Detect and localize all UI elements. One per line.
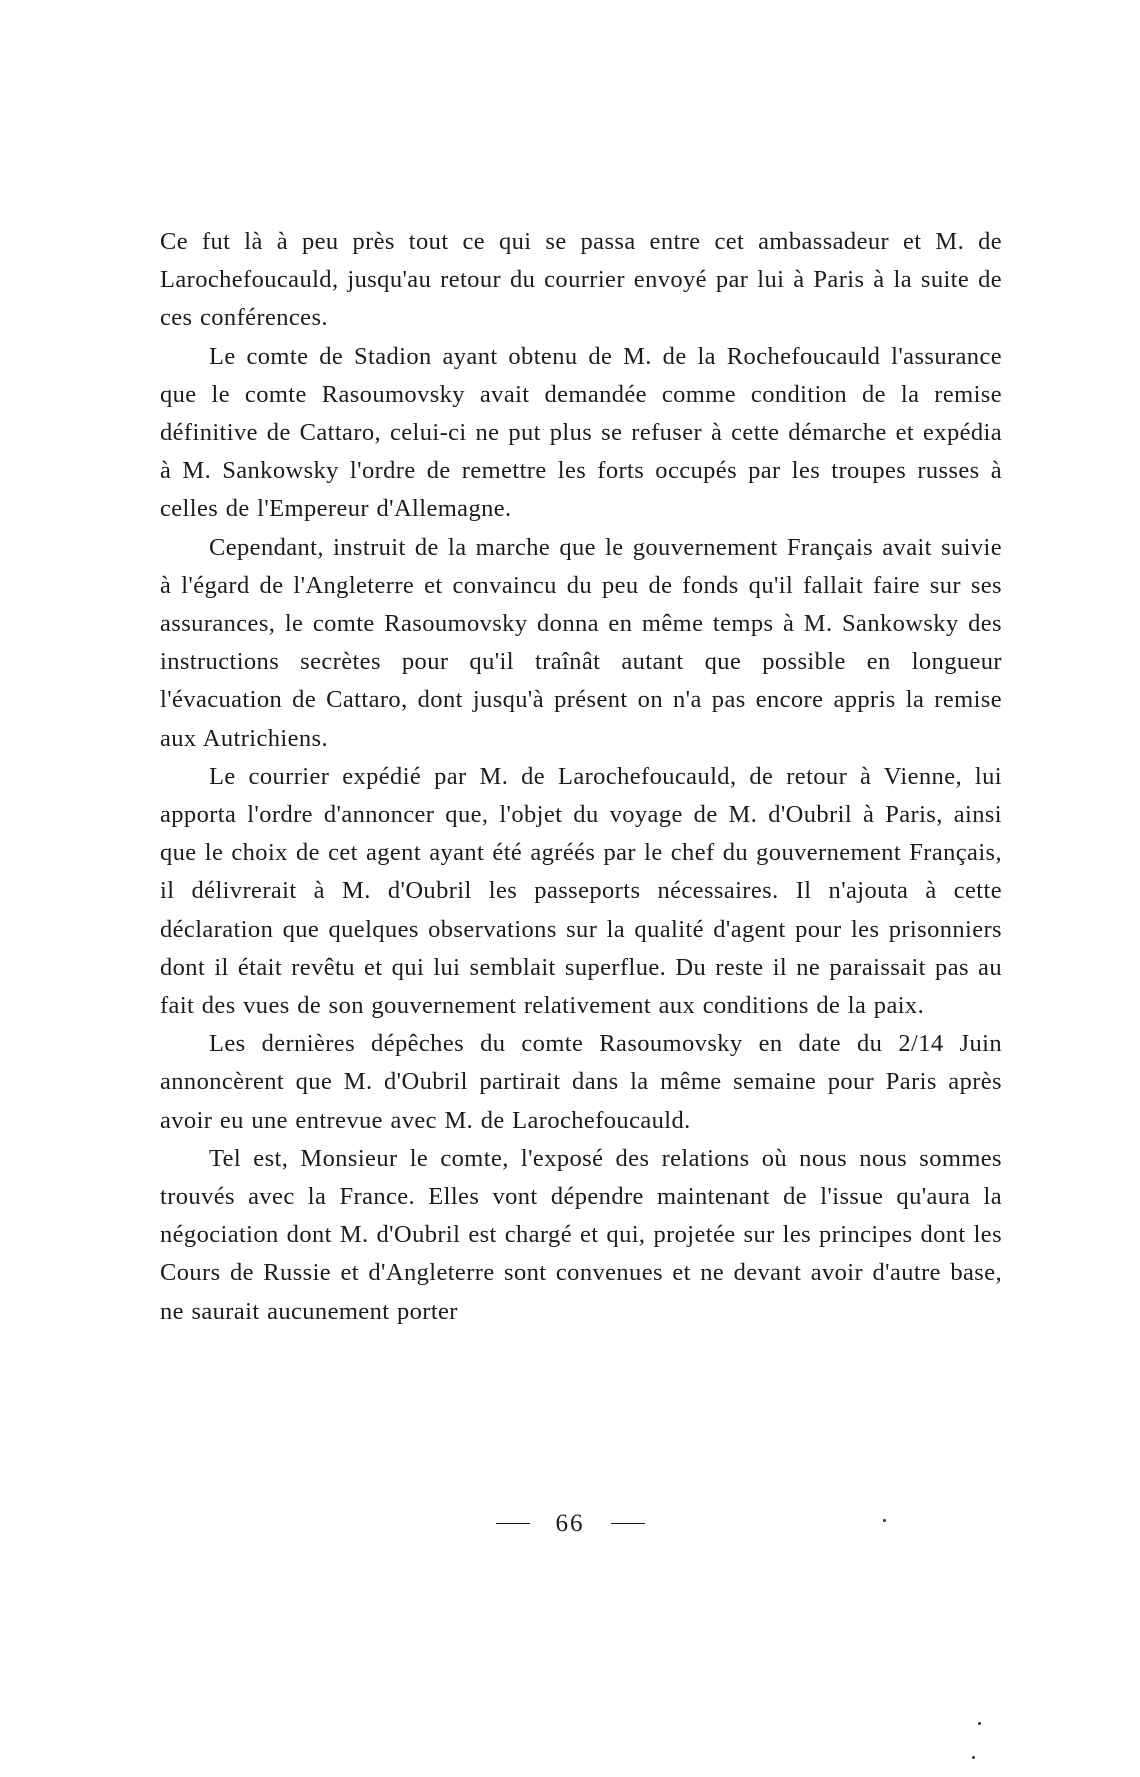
- paragraph-2: Le comte de Stadion ayant obtenu de M. de la Rochefoucauld l'assurance que le comte Rasoumovsky avait demandée comme condition de la remise définitive de Cattaro, celui-ci ne put plus se refuser à cette démarche et expédia à M. Sankowsky l'ordre de remettre les forts occupés par les troupes russes à celles de l'Empereur d'Allemagne.: [160, 342, 1002, 523]
- scan-speck: [883, 1519, 886, 1522]
- left-dash: [496, 1523, 530, 1524]
- scan-speck: [972, 1756, 975, 1759]
- scan-speck: [978, 1722, 981, 1725]
- paragraph-5: Les dernières dépêches du comte Rasoumovsky en date du 2/14 Juin annoncèrent que M. d'Oubril partirait dans la même semaine pour Paris après avoir eu une entrevue avec M. de Larochefoucauld.: [160, 1030, 1002, 1134]
- paragraph-3: Cependant, instruit de la marche que le gouvernement Français avait suivie à l'égard de l'Angleterre et convaincu du peu de fonds qu'il fallait faire sur ses assurances, le comte Rasoumovsky donna en même temps à M. Sankowsky des instructions secrètes pour qu'il traînât autant que possible en longueur l'évacuation de Cattaro, dont jusqu'à présent on n'a pas encore appris la remise aux Autrichiens.: [160, 533, 1002, 752]
- right-dash: [611, 1523, 645, 1524]
- page-footer: [0, 1510, 1140, 1538]
- paragraph-1: Ce fut là à peu près tout ce qui se passa entre cet ambassadeur et M. de Larochefoucauld, jusqu'au retour du courrier envoyé par lui à Paris à la suite de ces conférences.: [160, 228, 1002, 332]
- paragraph-4: Le courrier expédié par M. de Larochefoucauld, de retour à Vienne, lui apporta l'ordre d'annoncer que, l'objet du voyage de M. d'Oubril à Paris, ainsi que le choix de cet agent ayant été agréés par le chef du gouvernement Français, il délivrerait à M. d'Oubril les passeports nécessaires. Il n'ajouta à cette déclaration que quelques observations sur la qualité d'agent pour les prisonniers dont il était revêtu et qui lui semblait superflue. Du reste il ne paraissait pas au fait des vues de son gouvernement relativement aux conditions de la paix.: [160, 762, 1002, 1020]
- page-number: 66: [555, 1510, 585, 1537]
- paragraph-6: Tel est, Monsieur le comte, l'exposé des relations où nous nous sommes trouvés avec la France. Elles vont dépendre maintenant de l'issue qu'aura la négociation dont M. d'Oubril est chargé et qui, projetée sur les principes dont les Cours de Russie et d'Angleterre sont convenues et ne devant avoir d'autre base, ne saurait aucunement porter: [160, 1144, 1002, 1325]
- body-text: [160, 223, 1002, 1331]
